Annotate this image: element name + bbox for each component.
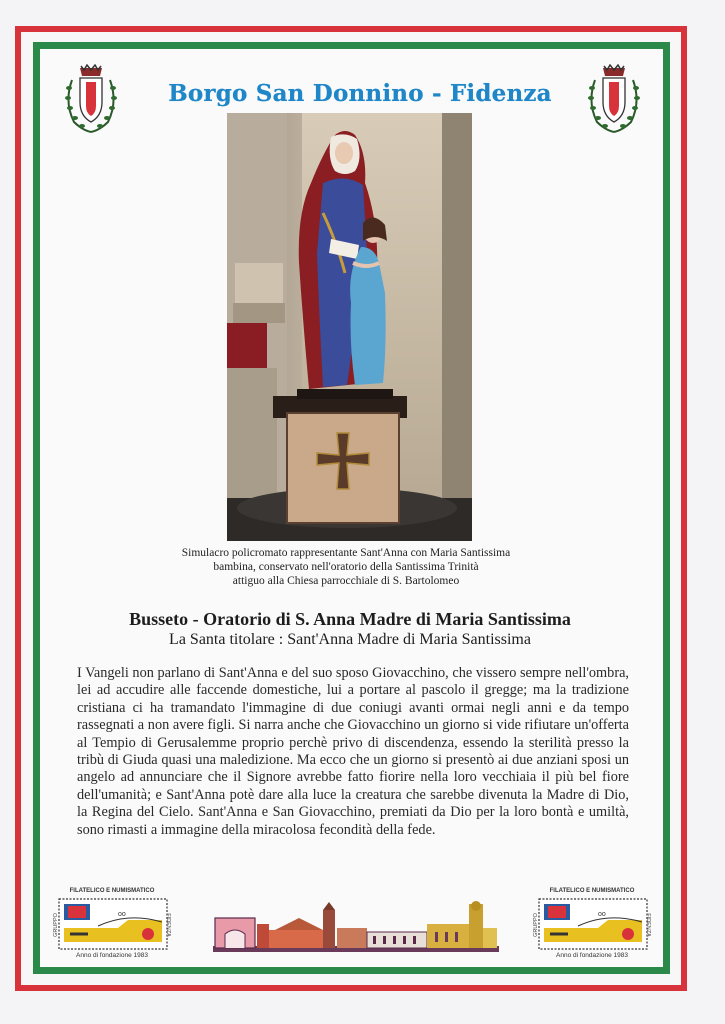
badge-side-text: FIDENZA [644, 913, 651, 937]
badge-side-text: GRUPPO [532, 913, 539, 937]
badge-side-text: GRUPPO [52, 913, 59, 937]
caption-line: Simulacro policromato rappresentante Sant'Anna con Maria Santissima [181, 547, 511, 559]
fidenza-skyline-illustration [213, 898, 499, 954]
page-title: Borgo San Donnino - Fidenza [168, 80, 552, 107]
badge-top-text: FILATELICO E NUMISMATICO [69, 888, 155, 894]
badge-side-text: FIDENZA [164, 913, 171, 937]
svg-text:oo: oo [598, 911, 606, 918]
article-body: I Vangeli non parlano di Sant'Anna e del suo sposo Giovacchino, che vissero sempre nell'ombra, lei ad accudire alle faccende domestiche, lui a portare al pascolo il gregge; ma la tradizione cristiana ci ha tramandato l'immagine di due coniugi avanti ormai negli anni e da tempo rassegnati a non avere figli. Si narra anche che Giovacchino un giorno si vide rifiutare un'offerta al Tempio di Gerusalemme proprio perchè privo di discendenza, essendo la sterilità presso la tribù di Giuda quasi una maledizione. Ma ecco che un giorno si presentò ai due anziani sposi un angelo ad annunciare che il Signore avrebbe fatto fiorire nella loro vecchiaia il più bel fiore dell'umanità; e Sant'Anna potè dare alla luce la creatura che sarebbe divenuta la Madre di Dio, la Regina del Cielo. Sant'Anna e San Giovacchino, premiati da Dio per la loro bontà e umiltà, sono rimasti a immagine della miracolosa fecondità della fede. [77, 665, 629, 838]
coat-of-arms-right [583, 62, 645, 138]
stamp-icon [538, 898, 648, 950]
badge-top-text: FILATELICO E NUMISMATICO [549, 888, 635, 894]
philatelic-group-logo-left [52, 888, 172, 960]
caption-line: bambina, conservato nell'oratorio della Santissima Trinità [213, 561, 479, 573]
article-subheading: La Santa titolare : Sant'Anna Madre di Maria Santissima [169, 631, 531, 648]
article-heading: Busseto - Oratorio di S. Anna Madre di Maria Santissima [129, 609, 571, 629]
badge-bottom-text: Anno di fondazione 1983 [556, 952, 628, 959]
photo-caption [140, 546, 552, 588]
stamp-icon [58, 898, 168, 950]
svg-text:oo: oo [118, 911, 126, 918]
philatelic-group-logo-right [532, 888, 652, 960]
statue-photo [227, 113, 472, 541]
caption-line: attiguo alla Chiesa parrocchiale di S. Bartolomeo [232, 575, 460, 587]
badge-bottom-text: Anno di fondazione 1983 [76, 952, 148, 959]
coat-of-arms-left [60, 62, 122, 138]
